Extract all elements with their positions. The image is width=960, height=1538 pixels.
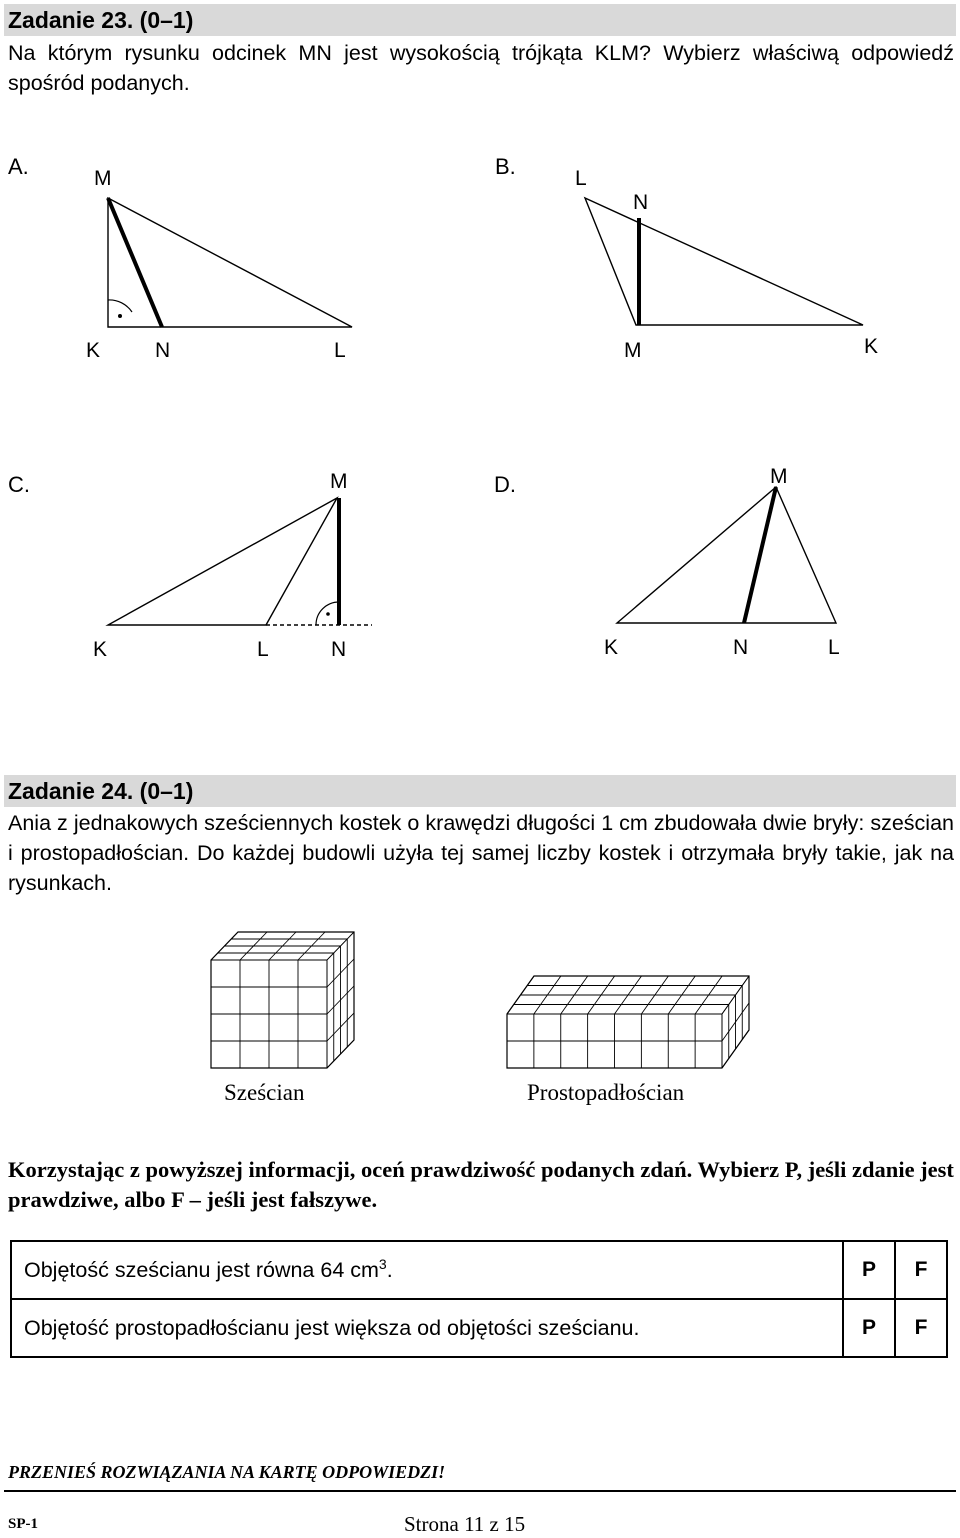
triangle-b xyxy=(575,167,878,362)
statement-1-f[interactable]: F xyxy=(895,1241,947,1299)
exam-code: SP-1 xyxy=(8,1516,38,1532)
cuboid-caption: Prostopadłościan xyxy=(527,1080,685,1105)
label-b-m: M xyxy=(624,339,642,362)
statement-2-p[interactable]: P xyxy=(843,1299,895,1357)
option-b-letter[interactable]: B. xyxy=(495,154,516,179)
label-c-m: M xyxy=(330,470,348,493)
label-a-k: K xyxy=(86,339,101,362)
label-b-n: N xyxy=(633,191,649,214)
label-a-n: N xyxy=(155,339,171,362)
task-23-title: Zadanie 23. (0–1) xyxy=(4,4,956,36)
label-a-m: M xyxy=(94,167,112,190)
label-d-k: K xyxy=(604,636,619,659)
label-b-l: L xyxy=(575,167,587,190)
label-c-k: K xyxy=(93,638,108,661)
statement-1 xyxy=(11,1241,843,1299)
task-24-title: Zadanie 24. (0–1) xyxy=(4,775,956,807)
solids-figure xyxy=(0,920,960,1120)
label-b-k: K xyxy=(864,335,879,358)
label-c-n: N xyxy=(331,638,347,661)
cube-solid xyxy=(211,932,354,1068)
statement-row xyxy=(11,1241,947,1299)
label-a-l: L xyxy=(334,339,346,362)
footer-divider xyxy=(4,1490,956,1492)
label-d-l: L xyxy=(828,636,840,659)
task-24-text: Ania z jednakowych sześciennych kostek o krawędzi długości 1 cm zbudowała dwie bryły: sześcian i prostopadłościan. Do każdej budowli użyła tej samej liczby kostek i otrzymała bryły takie, jak na rysunkach. xyxy=(8,811,954,895)
transfer-note: PRZENIEŚ ROZWIĄZANIA NA KARTĘ ODPOWIEDZI! xyxy=(8,1462,446,1482)
option-a-letter[interactable]: A. xyxy=(8,154,29,179)
label-c-l: L xyxy=(257,638,269,661)
triangle-c xyxy=(93,470,372,661)
task-24-instruction: Korzystając z powyższej informacji, oceń prawdziwość podanych zdań. Wybierz P, jeśli zdanie jest prawdziwe, albo F – jeśli jest fałszywe. xyxy=(8,1157,954,1212)
statement-1-text: Objętość sześcianu jest równa 64 cm xyxy=(24,1258,379,1283)
option-c-letter[interactable]: C. xyxy=(8,472,30,497)
label-d-m: M xyxy=(770,465,788,488)
statement-row xyxy=(11,1299,947,1357)
true-false-table xyxy=(10,1240,948,1358)
task-23-question: Na którym rysunku odcinek MN jest wysokością trójkąta KLM? Wybierz właściwą odpowiedź spośród podanych. xyxy=(8,41,954,95)
statement-1-sup: 3 xyxy=(378,1256,387,1273)
statement-1-p[interactable]: P xyxy=(843,1241,895,1299)
statement-1-tail: . xyxy=(386,1258,393,1283)
cube-caption: Sześcian xyxy=(224,1080,305,1105)
option-d-letter[interactable]: D. xyxy=(494,472,516,497)
label-d-n: N xyxy=(733,636,749,659)
statement-2-f[interactable]: F xyxy=(895,1299,947,1357)
triangle-d xyxy=(604,465,840,659)
cuboid-solid xyxy=(507,976,749,1068)
statement-2-text: Objętość prostopadłościanu jest większa od objętości sześcianu. xyxy=(24,1315,640,1340)
page-number: Strona 11 z 15 xyxy=(404,1512,526,1536)
task-23-figures xyxy=(0,140,960,700)
triangle-a xyxy=(86,167,352,362)
statement-2 xyxy=(11,1299,843,1357)
